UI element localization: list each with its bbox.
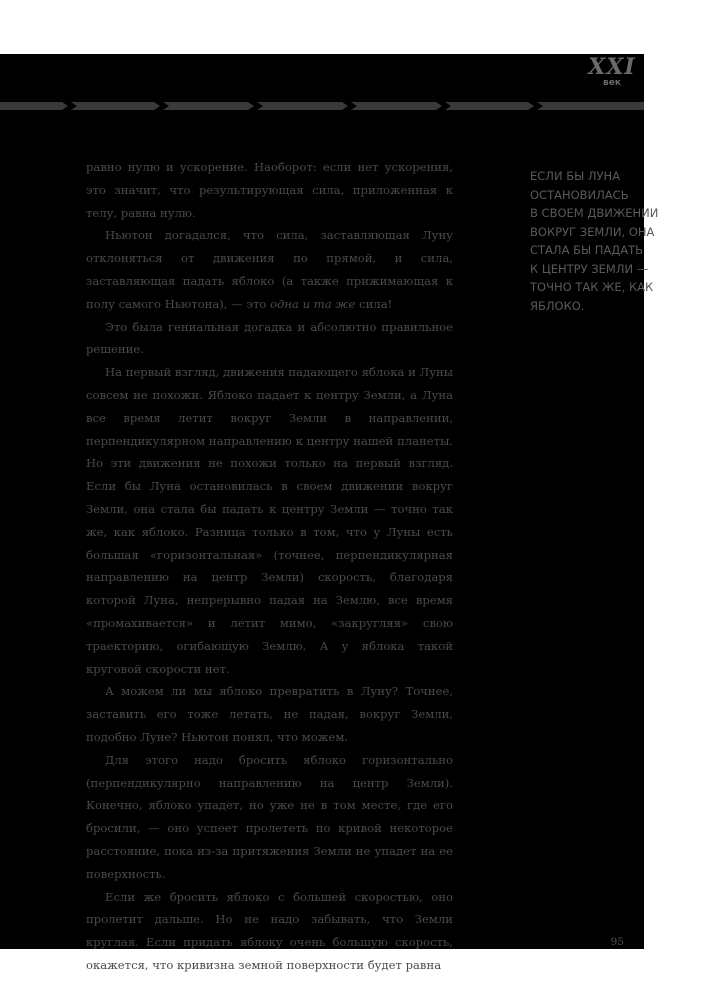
paragraph-text: сила! [355, 296, 393, 311]
pull-quote-line: К ЦЕНТРУ ЗЕМЛИ — [530, 261, 649, 276]
paragraph-text: Для этого надо бросить яблоко горизонтально (перпендикулярно направлению на центр Земли). Конечно, яблоко упадет, но уже не в том месте, где его бросили, — оно успеет пролететь по кривой некоторое расстояние, пока из-за притяжения Земли не упадет на ее поверхность. [86, 752, 453, 881]
book-page [0, 54, 659, 972]
paragraph-text: равно нулю и ускорение. Наоборот: если нет ускорения, это значит, что результирующая сила, приложенная к телу, равна нулю. [86, 160, 453, 220]
pull-quote-line: ЯБЛОКО. [530, 298, 585, 313]
decorative-arrow-bar [0, 99, 644, 113]
pull-quote-line: ВОКРУГ ЗЕМЛИ, ОНА [530, 224, 655, 239]
body-paragraph [86, 680, 453, 748]
pull-quote-line: ЕСЛИ БЫ ЛУНА [530, 169, 621, 183]
pull-quote-line: В СВОЕМ ДВИЖЕНИИ [530, 206, 659, 220]
main-body-text [86, 156, 453, 977]
pull-quote-line: ТОЧНО ТАК ЖЕ, КАК [530, 280, 654, 294]
body-paragraph [86, 886, 453, 977]
pull-quote-line: ОСТАНОВИЛАСЬ [530, 187, 629, 202]
paragraph-text: А можем ли мы яблоко превратить в Луну? Точнее, заставить его тоже летать, не падая, вокруг Земли, подобно Луне? Ньютон понял, что можем. [86, 684, 453, 744]
body-paragraph [86, 156, 453, 224]
body-paragraph [86, 224, 453, 315]
series-logo-title: XXI [588, 54, 636, 80]
series-logo [584, 56, 640, 88]
paragraph-text: На первый взгляд, движения падающего яблока и Луны совсем не похожи. Яблоко падает к центру Земли, а Луна все время летит вокруг Земли в направлении, перпендикулярном направлению к центру нашей планеты. Но эти движения не похожи только на первый взгляд. Если бы Луна остановилась в своем движении вокруг Земли, она стала бы падать к центру Земли — точно так же, как яблоко. Разница только в том, что у Луны есть большая «горизонтальная» (точнее, перпендикулярная направлению на центр Земли) скорость, благодаря которой Луна, непрерывно падая на Землю, все время «промахивается» и летит мимо, «закругляя» свою траекторию, огибающую Землю. А у яблока такой круговой скорости нет. [86, 365, 453, 676]
emphasized-text: одна и та же [270, 296, 356, 311]
body-paragraph [86, 361, 453, 680]
body-paragraph [86, 316, 453, 362]
body-paragraph [86, 749, 453, 886]
paragraph-text: Это была гениальная догадка и абсолютно правильное решение. [86, 319, 453, 357]
page-number: 95 [610, 936, 624, 948]
pull-quote-line: СТАЛА БЫ ПАДАТЬ [530, 243, 644, 257]
series-logo-subtitle: век [603, 78, 621, 88]
paragraph-text: Если же бросить яблоко с большей скоростью, оно пролетит дальше. Но не надо забывать, что Земли круглая. Если придать яблоку очень большую скорость, окажется, что кривизна земной поверхности будет равна [86, 889, 453, 972]
sidebar-pull-quote [530, 167, 659, 315]
paragraph-text: Ньютон догадался, что сила, заставляющая Луну отклоняться от движения по прямой, и сила, заставляющая падать яблоко (а также прижимающая к полу самого Ньютона), — это [86, 228, 453, 311]
